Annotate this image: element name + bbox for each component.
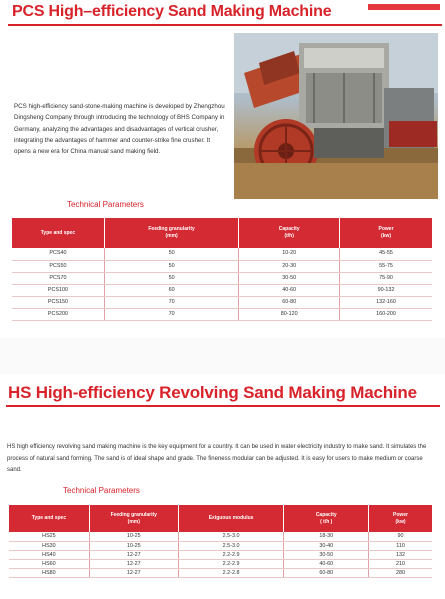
table-cell: 60-80 [284, 568, 369, 577]
table-cell: PCS50 [12, 260, 104, 272]
col-header: Feeding granularity (mm) [89, 505, 178, 532]
table-cell: 55-75 [340, 260, 432, 272]
page-title-pcs: PCS High–efficiency Sand Making Machine [12, 3, 332, 20]
table-row [12, 272, 432, 284]
hs-parameters-table [9, 505, 432, 578]
table-row [9, 568, 432, 577]
table-cell: 40-60 [239, 284, 340, 296]
table-cell: 160-200 [340, 308, 432, 320]
table-cell: 2.5-3.0 [178, 532, 284, 541]
table-cell: 80-120 [239, 308, 340, 320]
table-row [9, 541, 432, 550]
table-cell: 10-20 [239, 248, 340, 260]
table-cell: 18-30 [284, 532, 369, 541]
table-cell: 12-27 [89, 559, 178, 568]
table-row [9, 532, 432, 541]
technical-parameters-heading-pcs: Technical Parameters [67, 200, 144, 209]
corner-accent-bar [368, 4, 440, 10]
table-cell: 210 [369, 559, 432, 568]
table-cell: 2.2-2.9 [178, 559, 284, 568]
table-cell: 20-30 [239, 260, 340, 272]
table-cell: 60-80 [239, 296, 340, 308]
table-cell: 30-40 [284, 541, 369, 550]
section-divider-space [0, 338, 445, 374]
table-cell: PCS70 [12, 272, 104, 284]
table-cell: 45-55 [340, 248, 432, 260]
table-row [12, 308, 432, 320]
col-header: Capacity ( t/h ) [284, 505, 369, 532]
table-cell: 2.5-3.0 [178, 541, 284, 550]
table-cell: 110 [369, 541, 432, 550]
table-cell: HS80 [9, 568, 89, 577]
col-header: Exiguous modulus [178, 505, 284, 532]
table-header-row [12, 218, 432, 248]
table-cell: HS25 [9, 532, 89, 541]
table-cell: 60 [104, 284, 238, 296]
table-cell: 2.2-2.8 [178, 568, 284, 577]
table-cell: PCS200 [12, 308, 104, 320]
table-cell: 12-27 [89, 550, 178, 559]
table-cell: 280 [369, 568, 432, 577]
table-row [12, 260, 432, 272]
table-row [12, 248, 432, 260]
table-cell: 30-50 [284, 550, 369, 559]
table-cell: 90 [369, 532, 432, 541]
col-header: Type and spec [12, 218, 104, 248]
table-row [9, 559, 432, 568]
table-cell: 70 [104, 296, 238, 308]
pcs-machine-illustration [234, 33, 438, 199]
col-header: Capacity (t/h) [239, 218, 340, 248]
page-title-hs: HS High-efficiency Revolving Sand Making Machine [8, 383, 417, 402]
machine-photo [234, 33, 438, 199]
table-cell: 50 [104, 272, 238, 284]
table-cell: 30-50 [239, 272, 340, 284]
col-header: Type and spec [9, 505, 89, 532]
table-cell: 50 [104, 260, 238, 272]
table-cell: 75-90 [340, 272, 432, 284]
pcs-parameters-table [12, 218, 432, 321]
table-cell: 10-25 [89, 541, 178, 550]
hs-description: HS high efficiency revolving sand making machine is the key equipment for a country. It can be used in water electricity industry to make sand. It simulates the process of natural sand forming. The sand is of ideal shape and grade. The fineness modular can be adjusted. It is easy for users to make medium or coarse sand. [7, 444, 427, 474]
table-cell: 40-60 [284, 559, 369, 568]
table-row [9, 550, 432, 559]
table-cell: HS30 [9, 541, 89, 550]
table-cell: HS40 [9, 550, 89, 559]
table-cell: PCS40 [12, 248, 104, 260]
technical-parameters-heading-hs: Technical Parameters [63, 486, 140, 495]
col-header: Power (kw) [369, 505, 432, 532]
table-cell: HS60 [9, 559, 89, 568]
table-row [12, 284, 432, 296]
table-cell: 90-132 [340, 284, 432, 296]
table-cell: 132-160 [340, 296, 432, 308]
pcs-description: PCS high-efficiency sand-stone-making machine is developed by Zhengzhou Dingsheng Company through introducing the technology of BHS Company in Germany, analyzing the advantages and disadvantages of vertical crusher, integrating the advantages of hammer and counter-strike fine crusher. It opens a new era for China manual sand making field. [14, 103, 225, 156]
table-cell: 70 [104, 308, 238, 320]
table-cell: 12-27 [89, 568, 178, 577]
table-cell: PCS150 [12, 296, 104, 308]
table-cell: 132 [369, 550, 432, 559]
col-header: Power (kw) [340, 218, 432, 248]
table-cell: 10-25 [89, 532, 178, 541]
col-header: Feeding granularity (mm) [104, 218, 238, 248]
table-cell: 50 [104, 248, 238, 260]
table-cell: 2.2-2.9 [178, 550, 284, 559]
table-row [12, 296, 432, 308]
table-cell: PCS100 [12, 284, 104, 296]
title-underline-hs [6, 405, 440, 407]
table-header-row [9, 505, 432, 532]
title-underline-pcs [8, 24, 442, 26]
